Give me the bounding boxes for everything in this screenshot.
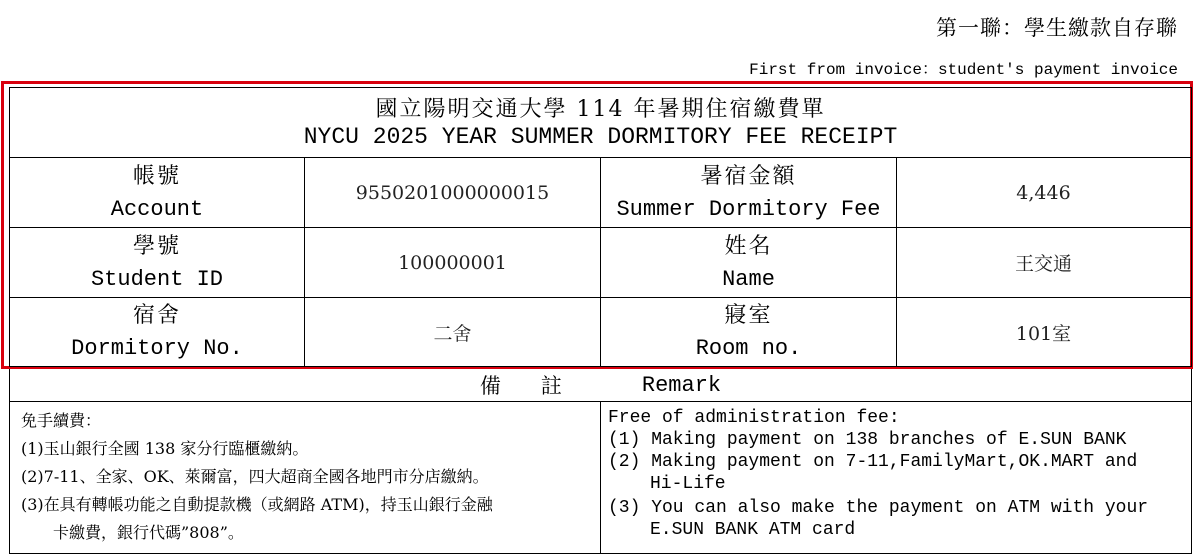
room-label-en: Room no.: [695, 336, 802, 361]
fee-label-cn: 暑宿金額: [700, 163, 797, 189]
room-value-cell: [897, 298, 1190, 366]
remark-en-line: E.SUN BANK ATM card: [650, 520, 856, 540]
student-id-value: 100000001: [398, 251, 507, 274]
remark-en-line: (2) Making payment on 7-11,FamilyMart,OK.MART and: [608, 452, 1138, 472]
remark-cn-line: (2)7-11、全家、OK、萊爾富，四大超商全國各地門市分店繳納。: [21, 467, 489, 486]
remark-en-line: Free of administration fee:: [608, 408, 900, 428]
fee-label-cell: [601, 158, 896, 227]
room-label-cell: [601, 298, 896, 366]
copy-label-en: First from invoice：student's payment invoice: [749, 61, 1178, 79]
remark-cn-line: 卡繳費，銀行代碼”808”。: [53, 523, 244, 542]
remark-cn-line: (1)玉山銀行全國 138 家分行臨櫃繳納。: [21, 439, 309, 458]
student-id-label-en: Student ID: [90, 266, 224, 292]
account-label-en: Account: [110, 196, 204, 222]
dormitory-label-en: Dormitory No.: [71, 336, 243, 361]
room-label-cn: 寢室: [724, 303, 773, 328]
fee-value: 4,446: [1016, 181, 1071, 204]
student-id-label-cell: [10, 228, 304, 297]
name-label-cell: [601, 228, 896, 297]
account-value-cell: [305, 158, 600, 227]
remark-en-list: [608, 407, 1148, 541]
name-value: 王交通: [1014, 253, 1072, 275]
dormitory-label-cell: [10, 298, 304, 366]
dormitory-value-cell: [305, 298, 600, 366]
remark-title-cn: 備註: [479, 374, 602, 398]
fee-receipt-table: [9, 87, 1192, 367]
remark-en-line: Hi-Life: [650, 474, 726, 494]
name-label-en: Name: [722, 266, 775, 292]
dormitory-value: 二舍: [433, 322, 472, 345]
divider: [600, 401, 601, 554]
remark-en-line: (1) Making payment on 138 branches of E.SUN BANK: [608, 430, 1127, 450]
account-label-cell: [10, 158, 304, 227]
student-id-value-cell: [305, 228, 600, 297]
remark-title-en: Remark: [641, 372, 722, 398]
remark-en-line: (3) You can also make the payment on ATM with your: [608, 498, 1149, 518]
name-value-cell: [897, 228, 1190, 297]
remark-cn-list: [21, 407, 493, 547]
remark-cn-line: (3)在具有轉帳功能之自動提款機（或網路 ATM)，持玉山銀行金融: [21, 495, 493, 514]
fee-value-cell: [897, 158, 1190, 227]
account-label-cn: 帳號: [132, 163, 181, 189]
remark-title: [10, 369, 1191, 401]
fee-label-en: Summer Dormitory Fee: [616, 196, 881, 222]
copy-label: 第一聯：學生繳款自存聯: [936, 16, 1178, 40]
account-value: 9550201000000015: [355, 181, 550, 204]
receipt-title-cn: 國立陽明交通大學 114 年暑期住宿繳費單: [375, 97, 826, 122]
student-id-label-cn: 學號: [132, 233, 181, 259]
remark-cn-line: 免手續費：: [21, 411, 102, 430]
name-label-cn: 姓名: [724, 233, 773, 259]
dormitory-label-cn: 宿舍: [132, 303, 181, 328]
remark-section: [9, 369, 1192, 554]
receipt-title-en: NYCU 2025 YEAR SUMMER DORMITORY FEE RECEIPT: [303, 124, 898, 150]
room-value: 101室: [1015, 322, 1072, 345]
